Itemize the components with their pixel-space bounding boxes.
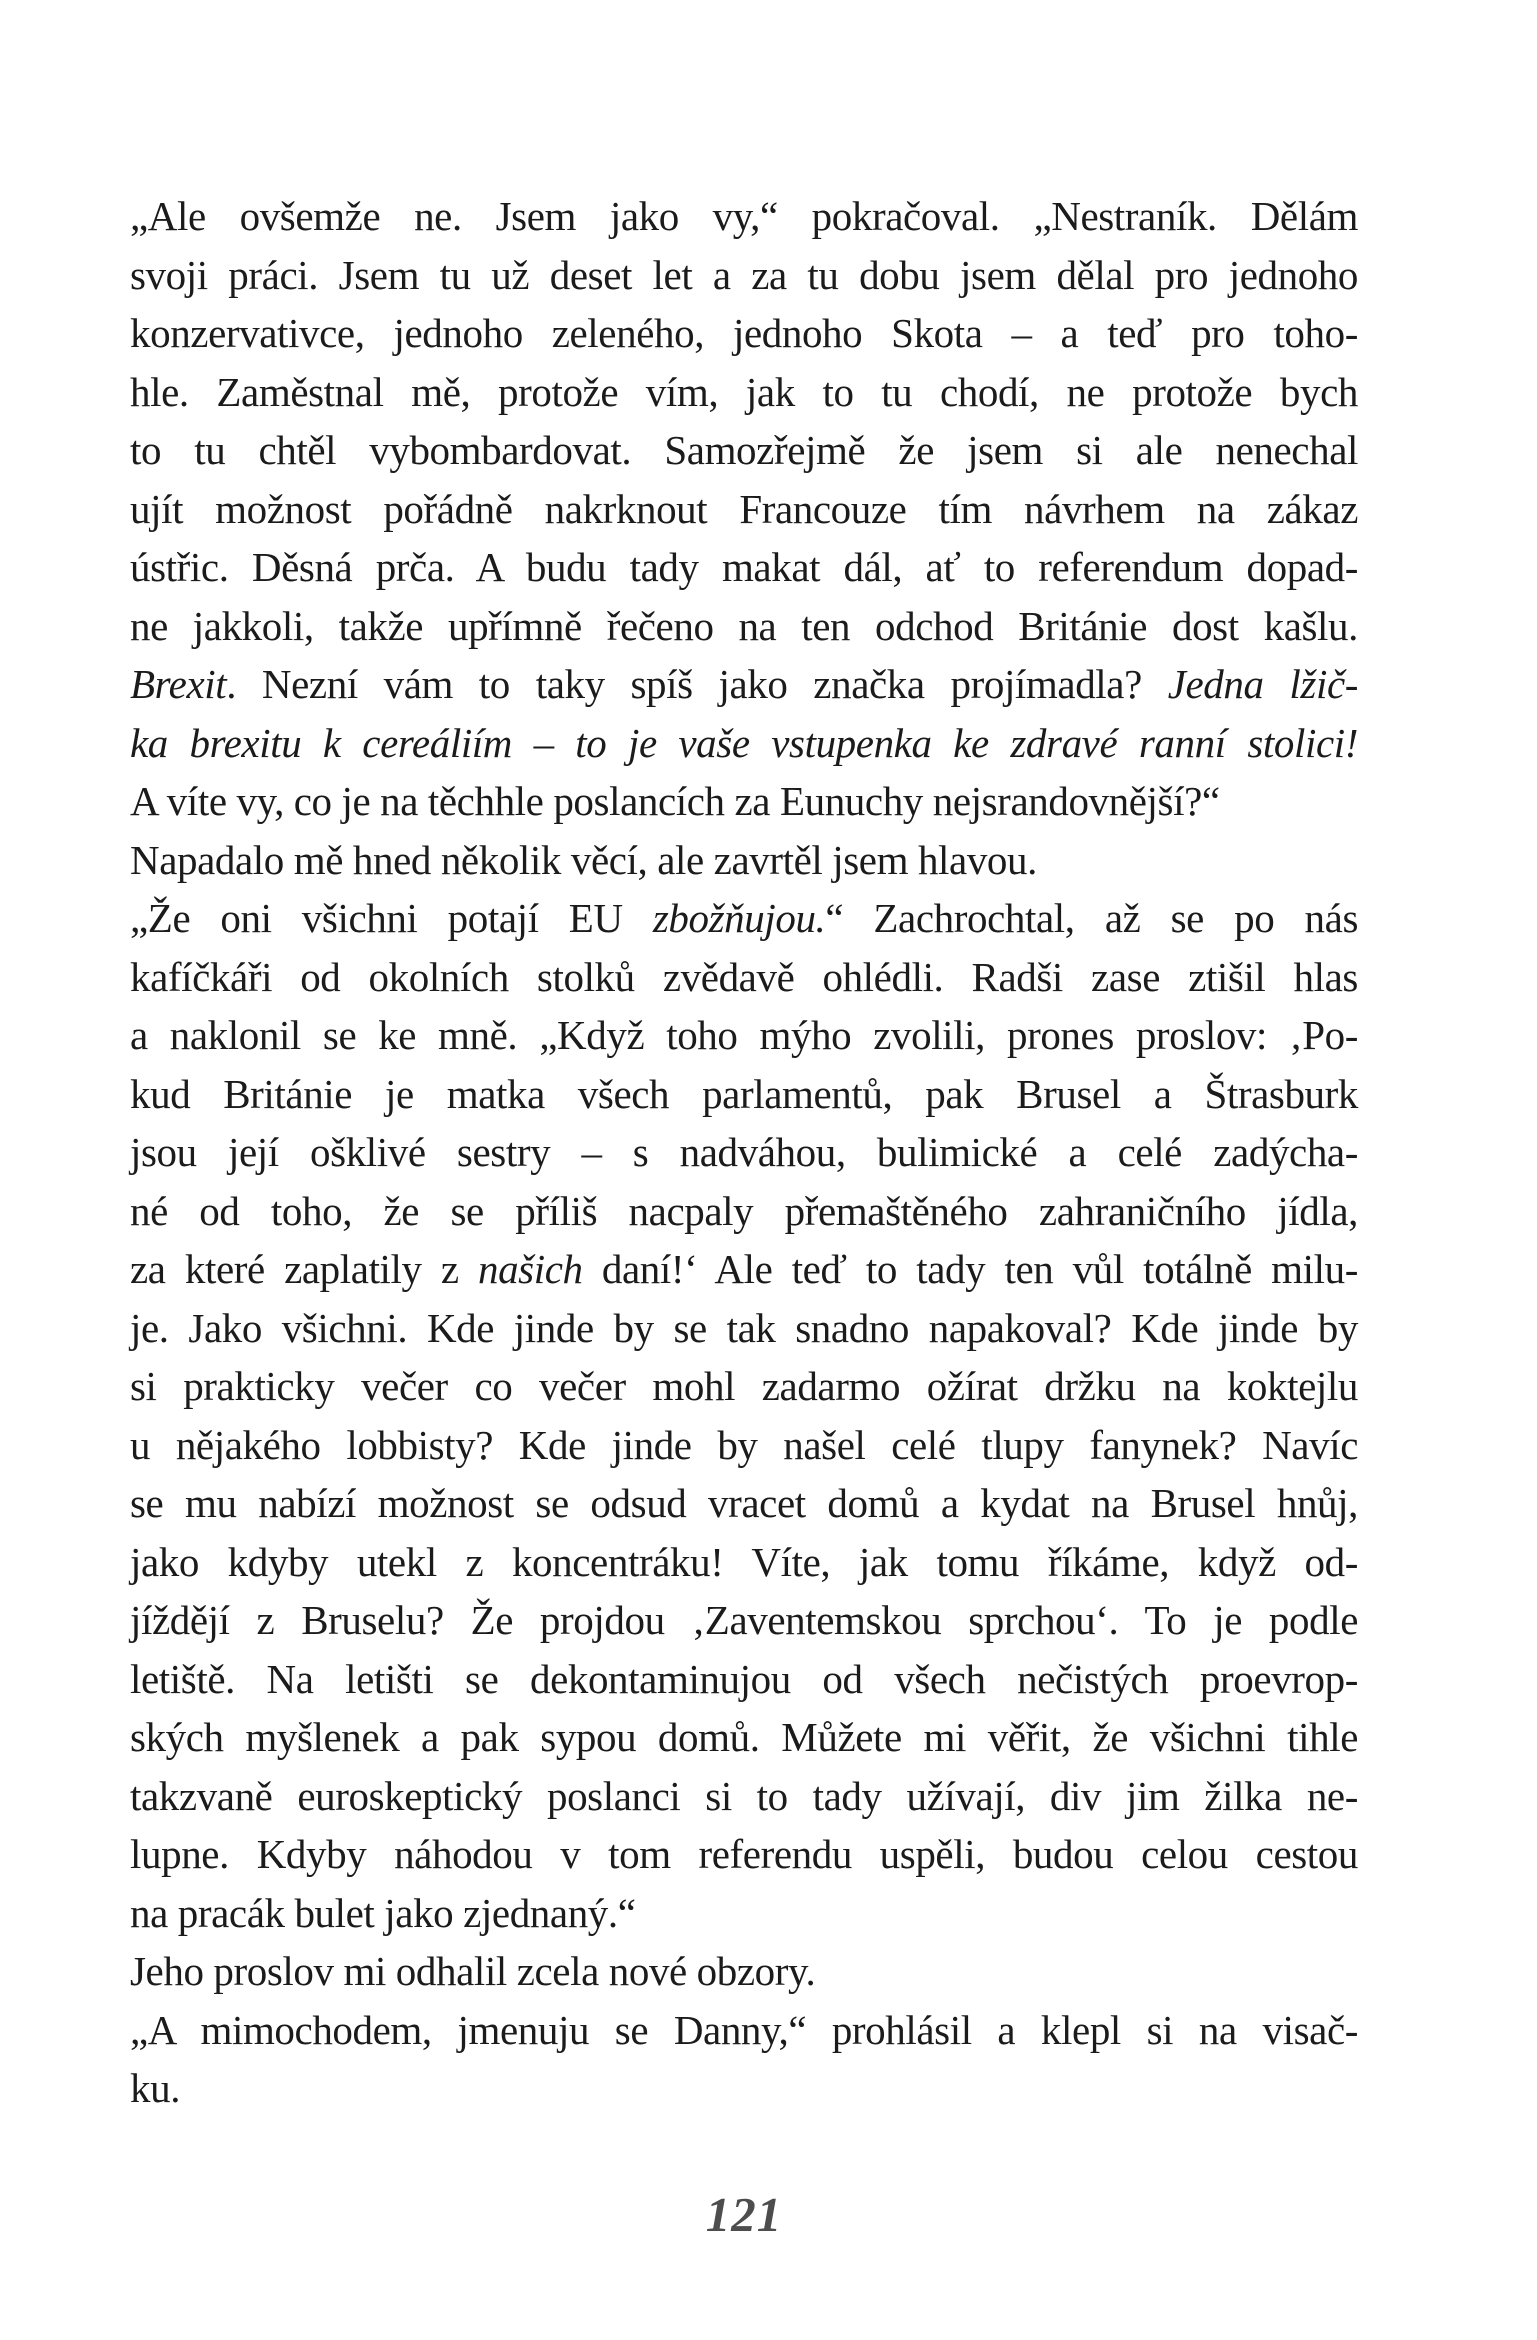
text-segment: lupne. Kdyby náhodou v tom referendu uspěli, budou celou cestou <box>130 1831 1358 1877</box>
text-line <box>130 1182 1358 1241</box>
text-segment: jíždějí z Bruselu? Že projdou ‚Zaventemskou sprchou‘. To je podle <box>130 1597 1358 1643</box>
text-segment: u nějakého lobbisty? Kde jinde by našel celé tlupy fanynek? Navíc <box>130 1421 1358 1468</box>
text-line <box>130 421 1358 480</box>
text-segment: jako kdyby utekl z koncentráku! Víte, jak tomu říkáme, když od- <box>130 1538 1358 1585</box>
text-line <box>130 831 1358 890</box>
text-line <box>130 246 1358 305</box>
italic-text-segment: zbožňujou. <box>652 895 826 941</box>
text-line <box>130 1533 1358 1592</box>
text-line <box>130 1065 1358 1124</box>
text-line <box>130 1357 1358 1416</box>
text-line <box>130 1708 1358 1767</box>
text-line <box>130 889 1358 948</box>
text-segment: a naklonil se ke mně. „Když toho mýho zvolili, prones proslov: ‚Po- <box>130 1012 1358 1058</box>
text-segment: kud Británie je matka všech parlamentů, pak Brusel a Štrasburk <box>130 1070 1358 1117</box>
text-line <box>130 1416 1358 1475</box>
text-segment: za které zaplatily z <box>130 1246 478 1292</box>
text-line <box>130 1240 1358 1299</box>
text-segment: daní!‘ Ale teď to tady ten vůl totálně milu- <box>582 1246 1358 1292</box>
italic-text-segment: Jedna lžič- <box>1167 661 1358 707</box>
text-line <box>130 1006 1358 1065</box>
text-segment: né od toho, že se příliš nacpaly přemaštěného zahraničního jídla, <box>130 1187 1358 1234</box>
text-line <box>130 1474 1358 1533</box>
text-segment: ku. <box>130 2065 181 2111</box>
text-line <box>130 480 1358 539</box>
text-segment: jsou její ošklivé sestry – s nadváhou, bulimické a celé zadýcha- <box>130 1129 1358 1175</box>
text-segment: A víte vy, co je na těchhle poslancích za Eunuchy nejsrandovnější?“ <box>130 778 1220 824</box>
text-line <box>130 948 1358 1007</box>
text-line <box>130 772 1358 831</box>
text-segment: se mu nabízí možnost se odsud vracet domů a kydat na Brusel hnůj, <box>130 1480 1358 1526</box>
text-segment: to tu chtěl vybombardovat. Samozřejmě že jsem si ale nenechal <box>130 427 1358 473</box>
page-number: 121 <box>705 2187 783 2242</box>
text-line <box>130 597 1358 656</box>
text-segment: „Že oni všichni potají EU <box>130 895 653 941</box>
text-line <box>130 304 1358 363</box>
text-line <box>130 187 1358 246</box>
text-segment: takzvaně euroskeptický poslanci si to tady užívají, div jim žilka ne- <box>130 1772 1358 1819</box>
text-segment: letiště. Na letišti se dekontaminujou od všech nečistých proevrop- <box>130 1655 1358 1702</box>
text-segment: konzervativce, jednoho zeleného, jednoho Skota – a teď pro toho- <box>130 310 1358 356</box>
text-segment: ne jakkoli, takže upřímně řečeno na ten odchod Británie dost kašlu. <box>130 602 1358 649</box>
text-segment: . Nezní vám to taky spíš jako značka projímadla? <box>226 661 1168 707</box>
text-line <box>130 1767 1358 1826</box>
text-line <box>130 2059 1358 2118</box>
text-segment: je. Jako všichni. Kde jinde by se tak snadno napakoval? Kde jinde by <box>130 1304 1358 1351</box>
text-line <box>130 1650 1358 1709</box>
text-segment: Jeho proslov mi odhalil zcela nové obzory. <box>130 1948 816 1994</box>
text-line <box>130 1825 1358 1884</box>
italic-text-segment: našich <box>477 1246 583 1292</box>
text-block <box>130 187 1358 2118</box>
text-segment: svoji práci. Jsem tu už deset let a za tu dobu jsem dělal pro jednoho <box>130 251 1358 298</box>
text-segment: hle. Zaměstnal mě, protože vím, jak to tu chodí, ne protože bych <box>130 368 1358 415</box>
text-segment: kafíčkáři od okolních stolků zvědavě ohlédli. Radši zase ztišil hlas <box>130 953 1358 1000</box>
text-line <box>130 538 1358 597</box>
text-segment: „A mimochodem, jmenuju se Danny,“ prohlásil a klepl si na visač- <box>130 2006 1358 2053</box>
text-segment: ských myšlenek a pak sypou domů. Můžete mi věřit, že všichni tihle <box>130 1714 1358 1760</box>
text-segment: ústřic. Děsná prča. A budu tady makat dál, ať to referendum dopad- <box>130 544 1358 590</box>
text-segment: si prakticky večer co večer mohl zadarmo ožírat držku na koktejlu <box>130 1363 1358 1409</box>
text-line <box>130 363 1358 422</box>
text-segment: „Ale ovšemže ne. Jsem jako vy,“ pokračoval. „Nestraník. Dělám <box>130 193 1358 239</box>
text-line <box>130 1123 1358 1182</box>
text-line <box>130 1942 1358 2001</box>
text-segment: ujít možnost pořádně nakrknout Francouze tím návrhem na zákaz <box>130 485 1358 532</box>
text-line <box>130 2001 1358 2060</box>
text-segment: Napadalo mě hned několik věcí, ale zavrtěl jsem hlavou. <box>130 836 1037 883</box>
italic-text-segment: ka brexitu k cereáliím – to je vaše vstupenka ke zdravé ranní stolici! <box>130 719 1358 766</box>
text-line <box>130 1299 1358 1358</box>
text-segment: “ Zachrochtal, až se po nás <box>825 895 1358 941</box>
text-line <box>130 1884 1358 1943</box>
text-line <box>130 714 1358 773</box>
text-segment: na pracák bulet jako zjednaný.“ <box>130 1889 636 1936</box>
text-line <box>130 655 1358 714</box>
italic-text-segment: Brexit <box>130 661 227 707</box>
text-line <box>130 1591 1358 1650</box>
